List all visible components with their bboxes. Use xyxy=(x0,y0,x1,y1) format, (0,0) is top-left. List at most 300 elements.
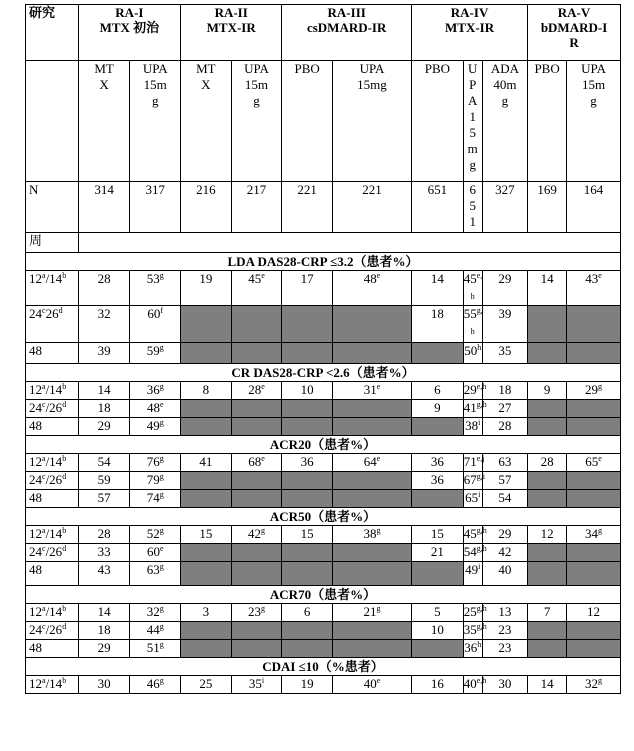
value-cell xyxy=(463,306,482,343)
week-text: 26 xyxy=(45,306,59,321)
shaded-cell xyxy=(282,472,333,490)
n-value xyxy=(412,182,464,233)
week-blank xyxy=(78,233,620,253)
value-cell xyxy=(130,640,181,658)
value-cell xyxy=(78,562,130,586)
week-cell xyxy=(26,382,79,400)
value-cell xyxy=(78,454,130,472)
cell-line: RA-I xyxy=(115,5,144,20)
shaded-cell xyxy=(231,640,282,658)
value-sup: g xyxy=(159,526,164,535)
value: 15 xyxy=(300,526,314,541)
value-sup: g xyxy=(376,604,381,613)
value-cell xyxy=(78,343,130,364)
section-title: ACR20（患者%） xyxy=(26,436,621,454)
n-value xyxy=(482,182,527,233)
value: 68 xyxy=(248,454,262,469)
value: 49 xyxy=(465,562,479,577)
n-label: N xyxy=(26,182,79,233)
value-cell xyxy=(412,271,464,306)
value-cell xyxy=(482,562,527,586)
value-sup: g xyxy=(260,604,265,613)
shaded-cell xyxy=(181,544,232,562)
shaded-cell xyxy=(412,418,464,436)
value-cell xyxy=(130,454,181,472)
value: 52 xyxy=(146,526,160,541)
value-cell xyxy=(463,382,487,400)
shaded-cell xyxy=(181,490,232,508)
group-header xyxy=(181,5,282,61)
value: 28 xyxy=(248,382,262,397)
value: 32 xyxy=(146,604,160,619)
value-cell xyxy=(412,622,464,640)
shaded-cell xyxy=(332,306,411,343)
shaded-cell xyxy=(567,544,621,562)
value-cell xyxy=(482,640,527,658)
value-cell xyxy=(567,604,621,622)
n-line: 6 xyxy=(469,182,476,197)
value-sup: e xyxy=(598,454,602,463)
shaded-cell xyxy=(528,622,567,640)
n-line: 1 xyxy=(469,214,476,229)
value-cell xyxy=(567,271,621,306)
value-sup: e,h xyxy=(476,382,487,391)
week-cell xyxy=(26,544,79,562)
shaded-cell xyxy=(332,472,411,490)
value-cell xyxy=(78,640,130,658)
n-line: 221 xyxy=(362,182,382,197)
data-row xyxy=(26,676,621,694)
value: 43 xyxy=(585,271,599,286)
arm-header xyxy=(567,61,621,182)
week-cell xyxy=(26,640,79,658)
cell-line: A xyxy=(468,93,478,108)
value-cell xyxy=(282,604,333,622)
cell-line: UPA xyxy=(581,61,606,76)
value-cell xyxy=(78,271,130,306)
value: 10 xyxy=(430,622,444,637)
value-sup: g xyxy=(260,526,265,535)
value: 63 xyxy=(146,562,160,577)
cell-line: bDMARD-I xyxy=(540,20,608,35)
shaded-cell xyxy=(231,622,282,640)
arm-header xyxy=(78,61,130,182)
data-row xyxy=(26,343,621,364)
cell-line: PBO xyxy=(534,61,560,76)
value: 54 xyxy=(463,544,477,559)
value: 31 xyxy=(363,382,377,397)
value: 53 xyxy=(146,271,160,286)
value: 28 xyxy=(498,418,512,433)
shaded-cell xyxy=(332,400,411,418)
cell-line: csDMARD-IR xyxy=(306,20,387,35)
section-title-row xyxy=(26,253,621,271)
value-cell xyxy=(231,604,282,622)
value-sup: e xyxy=(376,271,381,280)
value-cell xyxy=(528,526,567,544)
shaded-cell xyxy=(567,343,621,364)
cell-line: PBO xyxy=(424,61,451,76)
week-sup: a xyxy=(42,526,46,535)
value: 36 xyxy=(430,454,444,469)
value-cell xyxy=(463,640,482,658)
value-sup: g xyxy=(376,526,381,535)
group-header xyxy=(528,5,621,61)
n-line: 5 xyxy=(469,198,476,213)
shaded-cell xyxy=(181,343,232,364)
shaded-cell xyxy=(528,306,567,343)
value: 6 xyxy=(434,382,441,397)
section-title: LDA DAS28-CRP ≤3.2（患者%） xyxy=(26,253,621,271)
value: 25 xyxy=(199,676,213,691)
value-cell xyxy=(567,526,621,544)
efficacy-table xyxy=(25,4,621,694)
value-cell xyxy=(78,622,130,640)
value-cell xyxy=(282,454,333,472)
value-cell xyxy=(412,400,464,418)
data-row xyxy=(26,306,621,343)
week-sup: a xyxy=(42,454,46,463)
cell-line: g xyxy=(253,93,260,108)
shaded-cell xyxy=(567,418,621,436)
n-line: 314 xyxy=(94,182,114,197)
shaded-cell xyxy=(567,490,621,508)
week-text: /14 xyxy=(45,271,63,286)
value: 74 xyxy=(146,490,160,505)
value: 18 xyxy=(97,400,111,415)
value: 40 xyxy=(363,676,377,691)
value: 38 xyxy=(363,526,377,541)
cell-line: P xyxy=(469,77,477,92)
value: 60 xyxy=(147,306,161,321)
shaded-cell xyxy=(231,400,282,418)
value: 28 xyxy=(540,454,554,469)
value-cell xyxy=(528,454,567,472)
n-value xyxy=(282,182,333,233)
shaded-cell xyxy=(528,418,567,436)
n-value xyxy=(463,182,482,233)
value: 38 xyxy=(465,418,479,433)
value-cell xyxy=(463,490,482,508)
value-cell xyxy=(463,544,487,562)
value: 14 xyxy=(97,604,111,619)
shaded-cell xyxy=(181,472,232,490)
n-value xyxy=(231,182,282,233)
value-cell xyxy=(332,382,411,400)
data-row xyxy=(26,490,621,508)
group-header xyxy=(78,5,180,61)
shaded-cell xyxy=(282,306,333,343)
value-cell xyxy=(78,400,130,418)
week-sup: d xyxy=(58,306,63,315)
value: 23 xyxy=(498,622,512,637)
value-cell xyxy=(181,454,232,472)
value: 40 xyxy=(463,676,477,691)
value: 23 xyxy=(498,640,512,655)
week-sup: d xyxy=(62,544,67,553)
value: 59 xyxy=(97,472,111,487)
cell-line: g xyxy=(590,93,597,108)
value-sup: i xyxy=(261,676,265,685)
n-value xyxy=(78,182,130,233)
n-row xyxy=(26,182,621,233)
week-text: /26 xyxy=(45,472,63,487)
value-cell xyxy=(231,526,282,544)
value: 3 xyxy=(202,604,210,619)
value-sup: e xyxy=(261,271,265,280)
value-sup: e xyxy=(376,382,381,391)
value: 59 xyxy=(146,343,160,358)
week-text: 24 xyxy=(29,544,42,559)
value-cell xyxy=(181,382,232,400)
value-cell xyxy=(130,343,181,364)
value-sup: g,h xyxy=(476,544,487,553)
value-cell xyxy=(528,604,567,622)
shaded-cell xyxy=(332,490,411,508)
value-cell xyxy=(130,418,181,436)
week-sup: d xyxy=(62,622,67,631)
week-text: /14 xyxy=(45,604,63,619)
value-cell xyxy=(463,418,482,436)
value-sup-cont: h xyxy=(470,292,475,301)
value-cell xyxy=(231,382,282,400)
value: 16 xyxy=(430,676,444,691)
value: 18 xyxy=(97,622,111,637)
shaded-cell xyxy=(332,544,411,562)
value-sup: g xyxy=(159,490,164,499)
week-sup: c xyxy=(42,306,46,315)
week-sup: c xyxy=(42,622,46,631)
study-header: 研究 xyxy=(26,5,79,61)
section-title-row xyxy=(26,658,621,676)
value-cell xyxy=(567,382,621,400)
value-sup: e xyxy=(261,382,265,391)
shaded-cell xyxy=(231,544,282,562)
week-text: 12 xyxy=(29,526,42,541)
shaded-cell xyxy=(231,343,282,364)
value-cell xyxy=(412,454,464,472)
value: 23 xyxy=(247,604,261,619)
data-row xyxy=(26,418,621,436)
week-text: 12 xyxy=(29,454,42,469)
week-text: /26 xyxy=(45,544,63,559)
shaded-cell xyxy=(181,418,232,436)
value-sup: e xyxy=(598,271,602,280)
value-sup: i xyxy=(478,490,481,499)
value-cell xyxy=(332,526,411,544)
n-value xyxy=(567,182,621,233)
week-text: 12 xyxy=(29,604,42,619)
cell-line: 5 xyxy=(469,125,476,140)
shaded-cell xyxy=(567,472,621,490)
value-cell xyxy=(482,400,527,418)
value: 21 xyxy=(430,544,444,559)
value: 14 xyxy=(540,271,554,286)
cell-line: 15m xyxy=(143,77,167,92)
section-title-row xyxy=(26,586,621,604)
value-sup: e xyxy=(376,676,381,685)
cell-line: UPA xyxy=(359,61,385,76)
shaded-cell xyxy=(412,640,464,658)
week-sup: d xyxy=(62,472,67,481)
value-sup: i xyxy=(478,418,481,427)
section-title: CR DAS28-CRP <2.6（患者%） xyxy=(26,364,621,382)
value-sup: i xyxy=(478,562,481,571)
value-cell xyxy=(78,472,130,490)
arm-header xyxy=(528,61,567,182)
cell-line: RA-V xyxy=(557,5,591,20)
value-cell xyxy=(482,604,527,622)
value: 54 xyxy=(498,490,512,505)
value-sup: g,i xyxy=(476,472,485,481)
value-cell xyxy=(130,490,181,508)
cell-line: RA-IV xyxy=(450,5,489,20)
week-text: 48 xyxy=(29,343,42,358)
value-cell xyxy=(528,271,567,306)
shaded-cell xyxy=(528,400,567,418)
value: 6 xyxy=(303,604,311,619)
week-text: /14 xyxy=(45,526,63,541)
value-sup-cont: h xyxy=(470,327,475,336)
value-sup: g,h xyxy=(476,622,487,631)
value-sup: g xyxy=(159,640,164,649)
week-sup: b xyxy=(62,526,67,535)
data-row xyxy=(26,604,621,622)
week-text: 48 xyxy=(29,490,42,505)
arm-header xyxy=(282,61,333,182)
section-title-row xyxy=(26,508,621,526)
value: 36 xyxy=(146,382,160,397)
value-cell xyxy=(463,622,487,640)
value-cell xyxy=(282,271,333,306)
shaded-cell xyxy=(528,343,567,364)
shaded-cell xyxy=(181,640,232,658)
value: 29 xyxy=(585,382,599,397)
value-cell xyxy=(181,676,232,694)
value: 28 xyxy=(97,526,111,541)
value-cell xyxy=(130,472,181,490)
value-cell xyxy=(78,526,130,544)
week-text: 24 xyxy=(29,400,42,415)
week-sup: a xyxy=(42,676,46,685)
shaded-cell xyxy=(528,640,567,658)
cell-line: UPA xyxy=(142,61,168,76)
value: 12 xyxy=(587,604,601,619)
value: 65 xyxy=(465,490,479,505)
value-sup: e xyxy=(159,544,164,553)
value: 9 xyxy=(543,382,551,397)
section-title-row xyxy=(26,436,621,454)
data-row xyxy=(26,271,621,306)
cell-line: g xyxy=(469,157,476,172)
value-sup: g xyxy=(159,622,164,631)
value-sup: g xyxy=(159,382,164,391)
value: 30 xyxy=(97,676,111,691)
data-row xyxy=(26,544,621,562)
week-label: 周 xyxy=(26,233,79,253)
value-cell xyxy=(412,306,464,343)
value: 29 xyxy=(498,271,512,286)
data-row xyxy=(26,622,621,640)
data-row xyxy=(26,526,621,544)
value-cell xyxy=(78,544,130,562)
shaded-cell xyxy=(332,343,411,364)
week-sup: b xyxy=(62,454,67,463)
value: 39 xyxy=(498,306,512,321)
value-cell xyxy=(463,472,485,490)
value-cell xyxy=(463,271,482,306)
value-sup: e, xyxy=(476,271,483,280)
value-sup: g xyxy=(159,271,164,280)
value-cell xyxy=(130,622,181,640)
week-cell xyxy=(26,490,79,508)
value-cell xyxy=(78,418,130,436)
value-cell xyxy=(282,382,333,400)
value: 44 xyxy=(146,622,160,637)
shaded-cell xyxy=(332,622,411,640)
group-header xyxy=(282,5,412,61)
arm-header xyxy=(231,61,282,182)
value-cell xyxy=(463,343,482,364)
shaded-cell xyxy=(231,490,282,508)
n-line: 169 xyxy=(537,182,557,197)
value: 76 xyxy=(146,454,160,469)
week-cell xyxy=(26,271,79,306)
shaded-cell xyxy=(231,306,282,343)
shaded-cell xyxy=(412,562,464,586)
value-cell xyxy=(412,604,464,622)
value: 27 xyxy=(498,400,512,415)
value: 48 xyxy=(363,271,377,286)
shaded-cell xyxy=(231,418,282,436)
week-text: 12 xyxy=(29,676,42,691)
value: 19 xyxy=(300,676,314,691)
cell-line: MTX-IR xyxy=(206,20,256,35)
value-sup: e,h xyxy=(476,676,487,685)
blank-cell xyxy=(26,61,79,182)
value-sup: f xyxy=(160,306,164,315)
value-cell xyxy=(332,604,411,622)
value: 35 xyxy=(463,622,477,637)
week-cell xyxy=(26,400,79,418)
section-title: ACR50（患者%） xyxy=(26,508,621,526)
shaded-cell xyxy=(231,472,282,490)
week-cell xyxy=(26,343,79,364)
week-text: 12 xyxy=(29,271,42,286)
cell-line: 15mg xyxy=(357,77,387,92)
value: 14 xyxy=(430,271,444,286)
shaded-cell xyxy=(528,490,567,508)
data-row xyxy=(26,400,621,418)
section-title: ACR70（患者%） xyxy=(26,586,621,604)
week-cell xyxy=(26,454,79,472)
week-cell xyxy=(26,526,79,544)
value: 35 xyxy=(248,676,262,691)
value-sup: g xyxy=(159,562,164,571)
value: 67 xyxy=(463,472,477,487)
value: 57 xyxy=(97,490,111,505)
value-cell xyxy=(332,676,411,694)
value-cell xyxy=(282,526,333,544)
value-cell xyxy=(528,382,567,400)
week-text: 24 xyxy=(29,472,42,487)
value: 28 xyxy=(97,271,111,286)
value: 29 xyxy=(498,526,512,541)
value: 21 xyxy=(363,604,377,619)
shaded-cell xyxy=(282,343,333,364)
week-text: 48 xyxy=(29,562,42,577)
week-sup: c xyxy=(42,544,46,553)
